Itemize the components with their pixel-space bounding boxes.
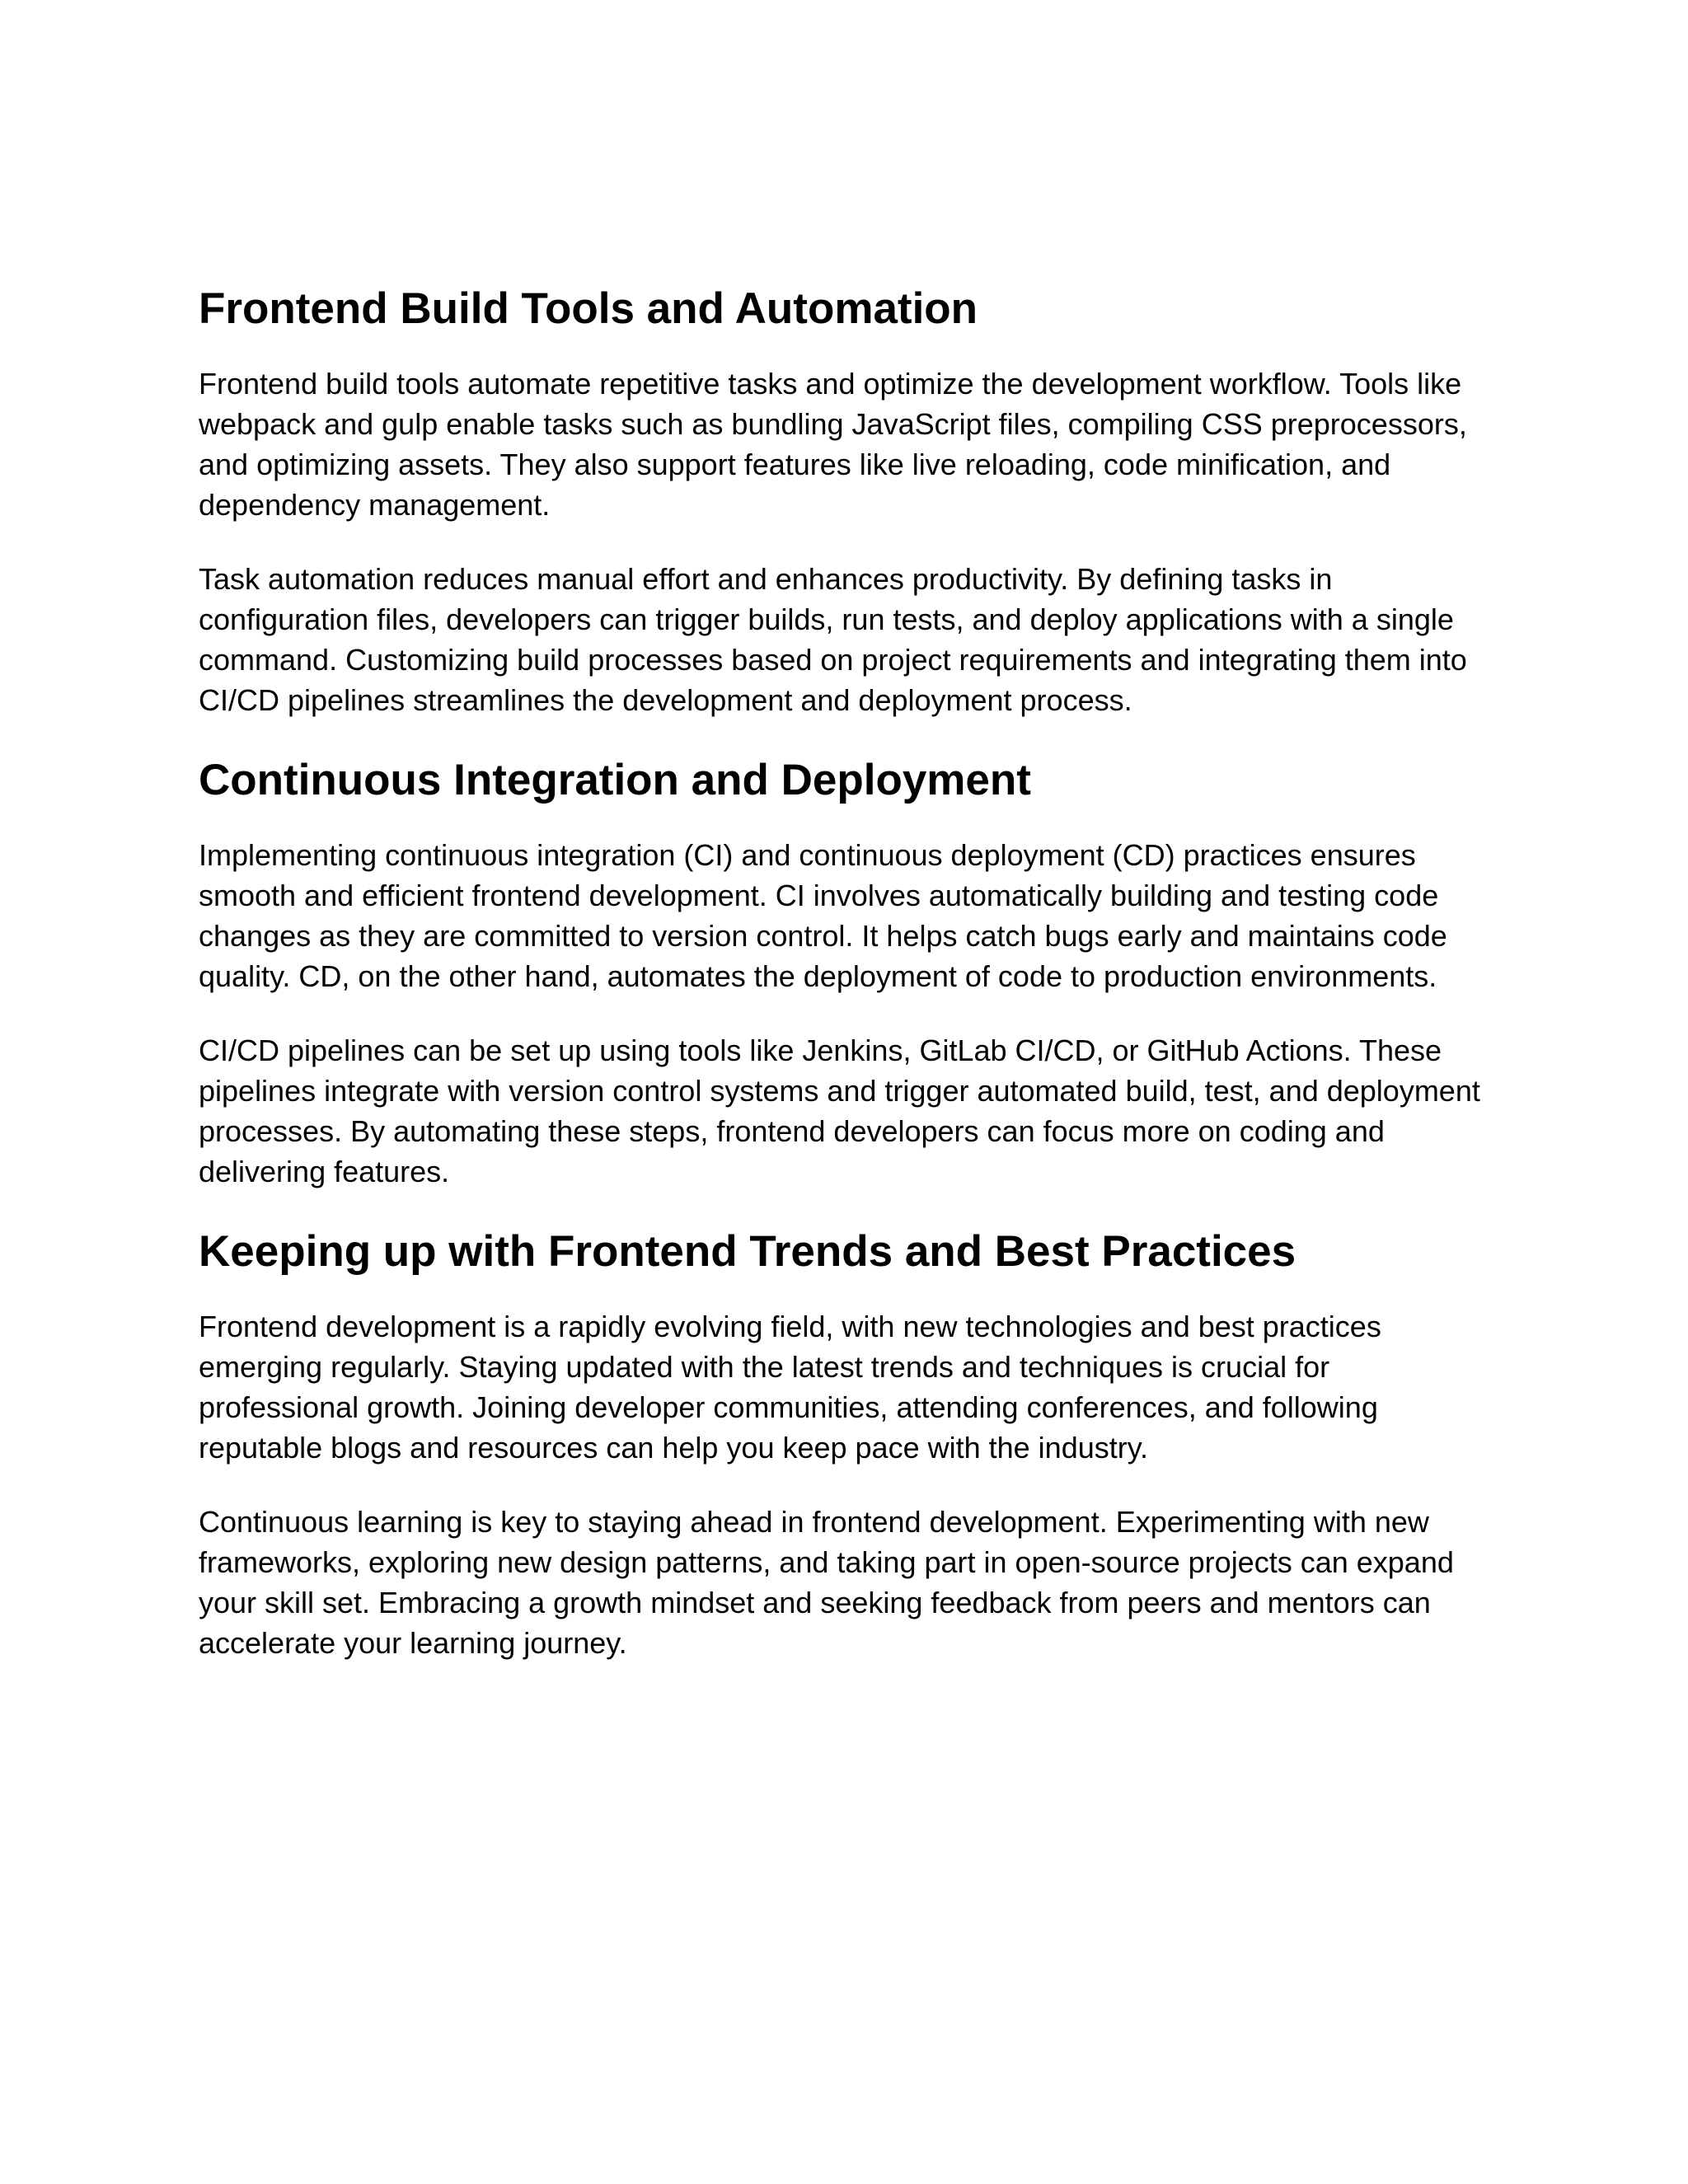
section-heading-build-tools: Frontend Build Tools and Automation [199, 284, 978, 333]
document-page [199, 283, 1493, 1663]
section-heading-ci-cd: Continuous Integration and Deployment [199, 756, 1031, 804]
paragraph-trends-1: Frontend development is a rapidly evolving field, with new technologies and best practices emerging regularly. Staying updated with the latest trends and techniques is crucial for professional growth. Joining developer communities, attending conferences, and following reputable blogs and resources can help you keep pace with the industry. [199, 1310, 1381, 1465]
paragraph-build-tools-1: Frontend build tools automate repetitive tasks and optimize the development workflow. Tools like webpack and gulp enable tasks such as bundling JavaScript files, compiling CSS preprocessors, and optimizing assets. They also support features like live reloading, code minification, and dependency management. [199, 367, 1467, 522]
paragraph-ci-cd-1: Implementing continuous integration (CI) and continuous deployment (CD) practices ensures smooth and efficient frontend development. CI involves automatically building and testing code changes as they are committed to version control. It helps catch bugs early and maintains code quality. CD, on the other hand, automates the deployment of code to production environments. [199, 838, 1447, 993]
paragraph-trends-2: Continuous learning is key to staying ahead in frontend development. Experimenting with new frameworks, exploring new design patterns, and taking part in open-source projects can expand your skill set. Embracing a growth mindset and seeking feedback from peers and mentors can accelerate your learning journey. [199, 1505, 1454, 1660]
section-heading-trends: Keeping up with Frontend Trends and Best Practices [199, 1227, 1296, 1276]
paragraph-ci-cd-2: CI/CD pipelines can be set up using tools like Jenkins, GitLab CI/CD, or GitHub Actions. These pipelines integrate with version control systems and trigger automated build, test, and deployment processes. By automating these steps, frontend developers can focus more on coding and delivering features. [199, 1033, 1480, 1188]
paragraph-build-tools-2: Task automation reduces manual effort and enhances productivity. By defining tasks in configuration files, developers can trigger builds, run tests, and deploy applications with a single command. Customizing build processes based on project requirements and integrating them into CI/CD pipelines streamlines the development and deployment process. [199, 562, 1467, 717]
